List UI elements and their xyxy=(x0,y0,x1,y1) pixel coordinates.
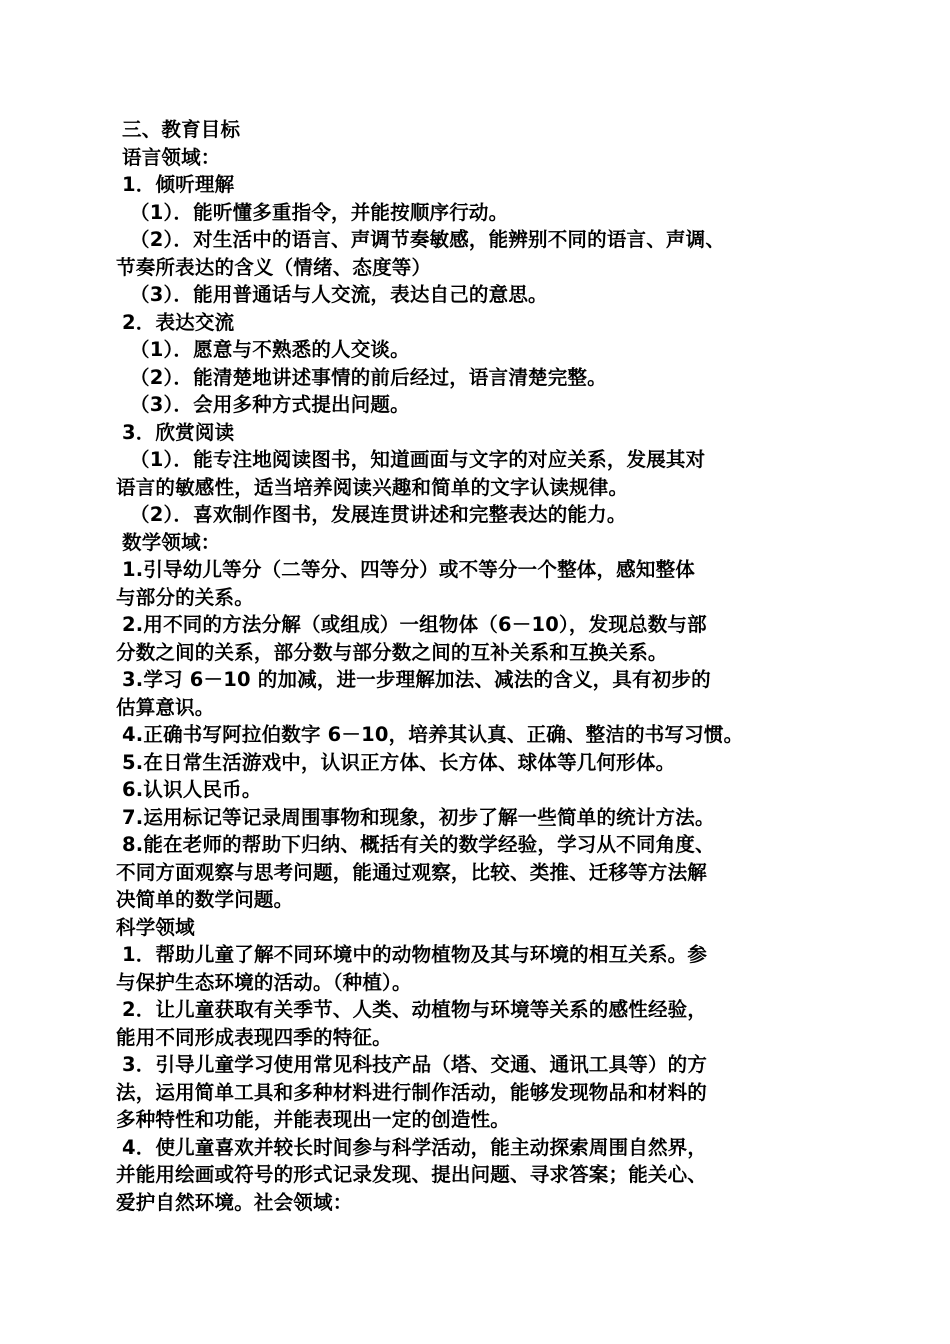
text-line: 4.正确书写阿拉伯数字 6－10，培养其认真、正确、整洁的书写习惯。 xyxy=(122,723,744,746)
text-line: （2）．对生活中的语言、声调节奏敏感，能辨别不同的语言、声调、 xyxy=(130,228,726,251)
text-line: 3．欣赏阅读 xyxy=(122,420,235,444)
text-line: （1）．愿意与不熟悉的人交谈。 xyxy=(130,338,410,361)
text-line: 决简单的数学问题。 xyxy=(116,888,294,911)
text-line: （1）．能专注地阅读图书，知道画面与文字的对应关系，发展其对 xyxy=(130,448,706,471)
text-line: （2）．喜欢制作图书，发展连贯讲述和完整表达的能力。 xyxy=(130,503,627,526)
text-line: 并能用绘画或符号的形式记录发现、提出问题、寻求答案；能关心、 xyxy=(116,1163,708,1186)
text-line: 5.在日常生活游戏中，认识正方体、长方体、球体等几何形体。 xyxy=(122,750,676,774)
text-line: （3）．会用多种方式提出问题。 xyxy=(130,393,410,416)
document-body xyxy=(116,116,846,1216)
text-line: 与保护生态环境的活动。（种植）。 xyxy=(116,970,412,994)
text-line: 三、教育目标 xyxy=(122,118,241,141)
text-line: 1.引导幼儿等分（二等分、四等分）或不等分一个整体，感知整体 xyxy=(122,558,695,581)
text-line: 4．使儿童喜欢并较长时间参与科学活动，能主动探索周围自然界， xyxy=(122,1135,708,1159)
text-line: 能用不同形成表现四季的特征。 xyxy=(116,1025,392,1049)
text-line: 估算意识。 xyxy=(116,695,215,719)
text-line: 爱护自然环境。社会领域： xyxy=(116,1190,353,1214)
text-line: 科学领域 xyxy=(116,915,195,939)
text-line: 节奏所表达的含义（情绪、态度等） xyxy=(116,255,432,279)
text-line: 3．引导儿童学习使用常见科技产品（塔、交通、通讯工具等）的方 xyxy=(122,1053,708,1076)
text-line: 法，运用简单工具和多种材料进行制作活动，能够发现物品和材料的 xyxy=(116,1080,708,1104)
text-line: 2.用不同的方法分解（或组成）一组物体（6－10），发现总数与部 xyxy=(122,613,707,636)
text-line: 不同方面观察与思考问题，能通过观察，比较、类推、迁移等方法解 xyxy=(116,860,708,884)
text-line: 6.认识人民币。 xyxy=(122,778,262,801)
text-line: （3）．能用普通话与人交流，表达自己的意思。 xyxy=(130,283,548,306)
text-line: 与部分的关系。 xyxy=(116,585,254,609)
text-line: 1．倾听理解 xyxy=(122,173,235,196)
text-line: 数学领域： xyxy=(122,530,221,554)
text-line: 多种特性和功能，并能表现出一定的创造性。 xyxy=(116,1108,511,1131)
text-line: 语言领域： xyxy=(122,145,221,169)
text-line: 2．表达交流 xyxy=(122,310,235,334)
text-line: （2）．能清楚地讲述事情的前后经过，语言清楚完整。 xyxy=(130,365,607,389)
text-line: 2．让儿童获取有关季节、人类、动植物与环境等关系的感性经验， xyxy=(122,998,708,1021)
text-line: （1）．能听懂多重指令，并能按顺序行动。 xyxy=(130,200,509,224)
text-line: 8.能在老师的帮助下归纳、概括有关的数学经验，学习从不同角度、 xyxy=(122,833,715,856)
text-line: 语言的敏感性，适当培养阅读兴趣和简单的文字认读规律。 xyxy=(116,475,629,499)
text-line: 1．帮助儿童了解不同环境中的动物植物及其与环境的相互关系。参 xyxy=(122,943,708,966)
text-line: 7.运用标记等记录周围事物和现象，初步了解一些简单的统计方法。 xyxy=(122,805,715,829)
text-line: 3.学习 6－10 的加减，进一步理解加法、减法的含义，具有初步的 xyxy=(122,668,711,691)
text-line: 分数之间的关系，部分数与部分数之间的互补关系和互换关系。 xyxy=(116,640,668,664)
